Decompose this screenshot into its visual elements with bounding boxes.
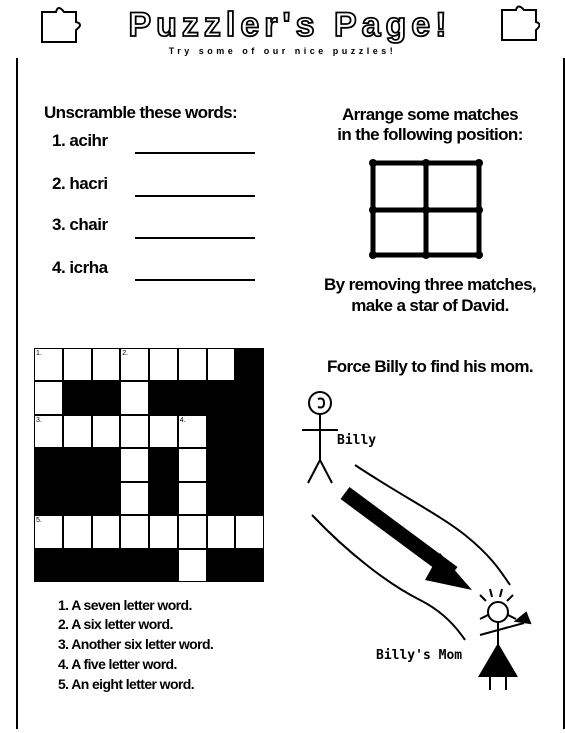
answer-line[interactable] xyxy=(135,237,255,239)
unscramble-item xyxy=(52,174,108,194)
crossword-number: 4. xyxy=(179,416,186,424)
mom-dress xyxy=(478,643,518,677)
item-number: 1. xyxy=(52,131,66,150)
billy-label: Billy xyxy=(337,433,377,448)
crossword-cell[interactable] xyxy=(150,416,177,447)
crossword-number: 3. xyxy=(36,416,42,424)
item-word: chair xyxy=(69,215,108,234)
crossword-cell[interactable] xyxy=(35,382,62,413)
matches-heading-line: Arrange some matches xyxy=(341,105,519,124)
unscramble-item xyxy=(52,131,108,151)
unscramble-item xyxy=(52,258,108,278)
matches-caption-line: make a star of David. xyxy=(351,296,509,315)
matches-heading xyxy=(300,105,560,145)
crossword-cell[interactable] xyxy=(64,349,91,380)
crossword-number: 2. xyxy=(122,350,129,357)
svg-text:Puzzler's Page!: Puzzler's Page! xyxy=(128,6,452,44)
crossword-clue: 2. A six letter word. xyxy=(58,616,173,632)
crossword-cell[interactable] xyxy=(93,416,120,447)
answer-line[interactable] xyxy=(135,279,255,281)
crossword-cell[interactable] xyxy=(121,516,148,547)
crossword-cell[interactable] xyxy=(236,516,263,547)
crossword-clue: 5. An eight letter word. xyxy=(58,676,194,692)
item-word: acihr xyxy=(69,131,108,150)
item-number: 2. xyxy=(52,174,66,193)
crossword-cell[interactable] xyxy=(179,449,206,480)
crossword-cell[interactable] xyxy=(121,449,148,480)
crossword-clue: 3. Another six letter word. xyxy=(58,636,214,652)
crossword-cell[interactable] xyxy=(64,516,91,547)
crossword-cell[interactable] xyxy=(64,416,91,447)
maze-heading: Force Billy to find his mom. xyxy=(326,357,534,376)
arrow-icon xyxy=(345,493,472,590)
matches-heading-line: in the following position: xyxy=(337,125,523,144)
crossword-grid xyxy=(34,348,264,582)
crossword-cell[interactable] xyxy=(121,416,148,447)
crossword-cell[interactable] xyxy=(150,349,177,380)
matches-caption xyxy=(300,274,560,316)
crossword-cell[interactable] xyxy=(179,516,206,547)
maze-walls xyxy=(312,465,510,640)
crossword-cell[interactable] xyxy=(208,516,235,547)
page-title-logo xyxy=(40,4,540,46)
item-word: icrha xyxy=(69,258,108,277)
puzzle-piece-icon xyxy=(42,8,80,42)
matches-caption-line: By removing three matches, xyxy=(323,275,537,294)
billy-mom-label: Billy's Mom xyxy=(376,648,463,663)
billy-mom-figure xyxy=(480,589,530,645)
crossword-cell[interactable] xyxy=(208,349,235,380)
crossword-cell[interactable] xyxy=(93,516,120,547)
crossword-number: 5. xyxy=(36,517,42,525)
crossword-number: 1. xyxy=(36,350,42,357)
page-title xyxy=(40,4,540,46)
item-number: 3. xyxy=(52,215,66,234)
puzzle-piece-icon xyxy=(502,7,540,41)
answer-line[interactable] xyxy=(135,152,255,154)
crossword-clue: 1. A seven letter word. xyxy=(58,597,192,613)
item-number: 4. xyxy=(52,258,66,277)
matches-diagram xyxy=(365,155,495,265)
crossword-cell[interactable] xyxy=(179,349,206,380)
crossword-cell[interactable] xyxy=(93,349,120,380)
tagline: Try some of our nice puzzles! xyxy=(168,46,397,56)
unscramble-heading: Unscramble these words: xyxy=(44,103,238,122)
unscramble-item xyxy=(52,215,108,235)
crossword-cell[interactable] xyxy=(121,483,148,514)
crossword-clue: 4. A five letter word. xyxy=(58,656,177,672)
crossword-cell[interactable] xyxy=(179,483,206,514)
crossword-cell[interactable] xyxy=(121,382,148,413)
crossword-cell[interactable] xyxy=(150,516,177,547)
item-word: hacri xyxy=(69,174,108,193)
billy-figure xyxy=(302,392,338,483)
answer-line[interactable] xyxy=(135,195,255,197)
crossword-cell[interactable] xyxy=(179,550,206,581)
